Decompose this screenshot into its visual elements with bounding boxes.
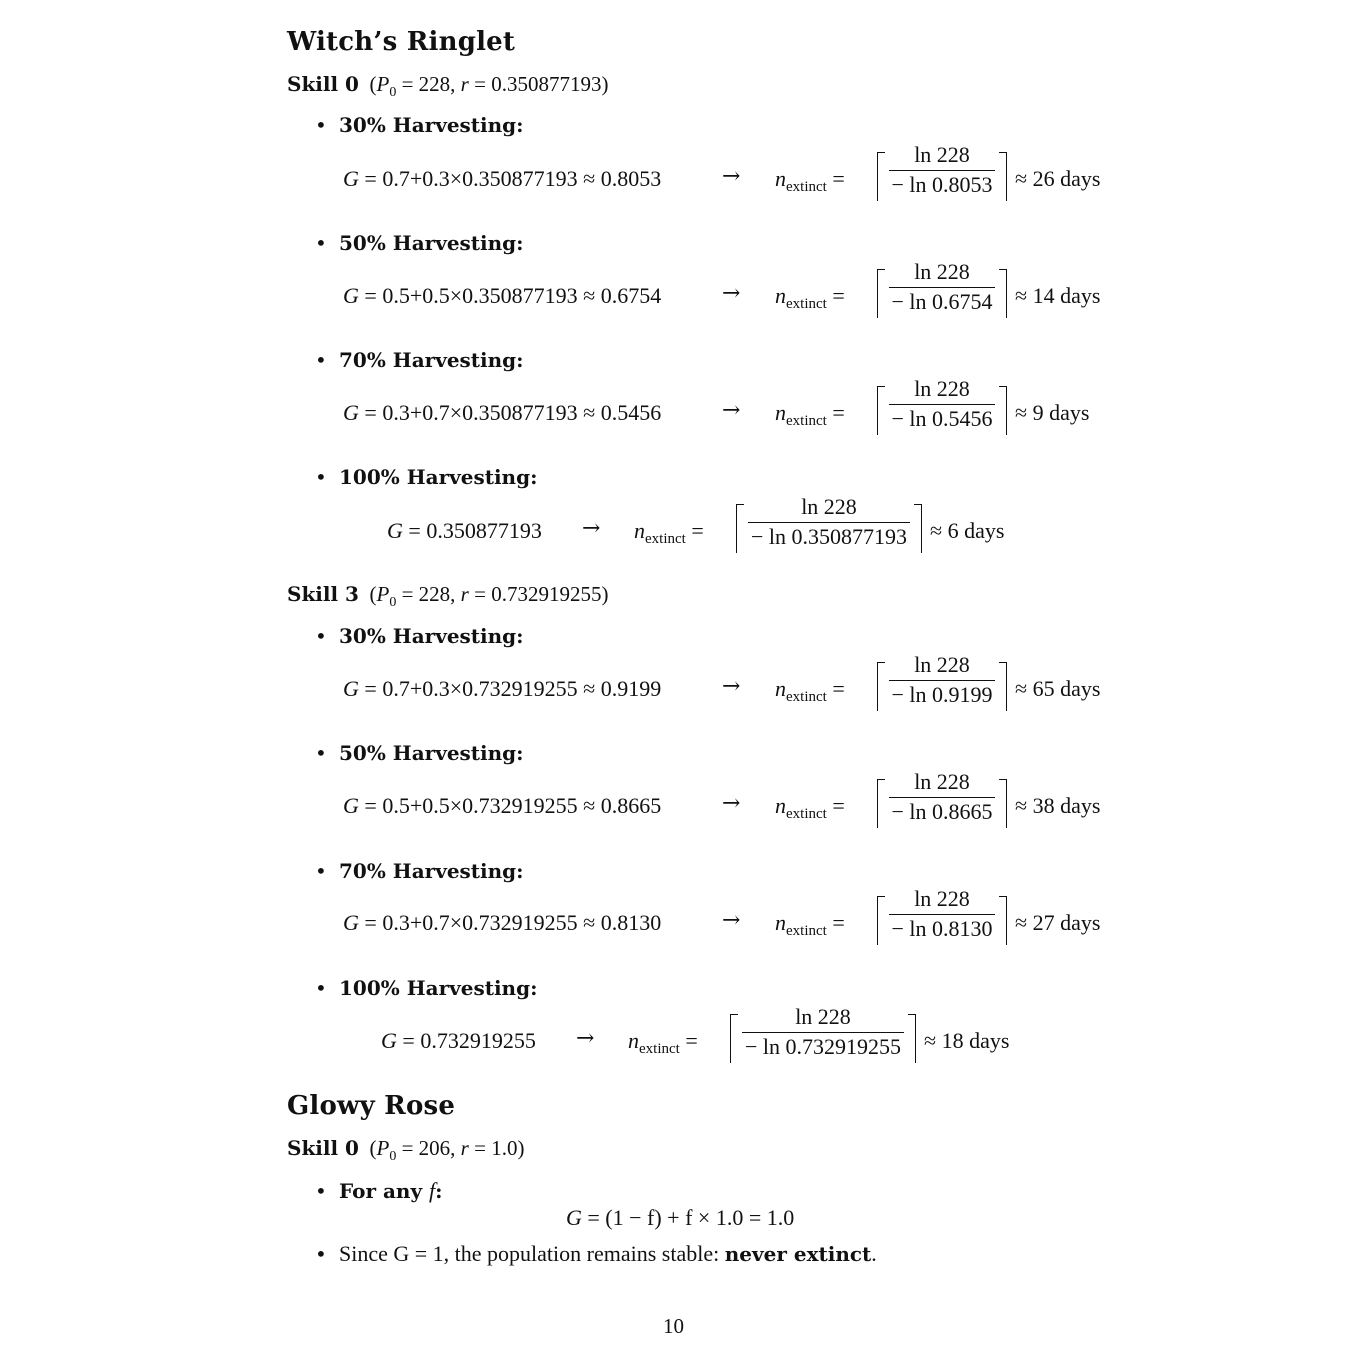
n-extinct [775,793,845,823]
ceiling-fraction [877,259,1007,317]
ceiling-fraction [877,886,1007,944]
right-ceiling-bracket [908,1014,916,1063]
fraction-denominator: − ln 0.6754 [891,289,993,314]
bullet-dot: • [315,1242,327,1266]
bullet-dot: • [315,859,327,883]
arrow-icon: → [582,516,601,541]
harvest-heading: 70% Harvesting: [339,859,524,883]
left-ceiling-bracket [730,1014,738,1063]
paren-open: ( [358,1136,377,1160]
r-value: 1.0 [491,1136,518,1160]
f-var: f [429,1178,436,1203]
n-var: n [634,518,645,543]
skill-line [287,582,608,611]
g-var: G [343,676,359,701]
g-expression: 0.5+0.5×0.350877193 [382,283,578,308]
result-days: ≈ 27 days [1015,910,1101,935]
fraction [742,1004,904,1061]
g-equation [343,166,661,192]
list-item [315,465,537,489]
stable-statement: Since G = 1, the population remains stable: [339,1241,720,1266]
n-extinct [775,166,845,196]
equals-sign: = [468,582,492,606]
n-sub: extinct [786,179,827,195]
n-extinct [775,400,845,430]
ceiling-fraction [877,652,1007,710]
right-ceiling-bracket [999,896,1007,945]
equals-sign: = [402,518,427,543]
skill-label: Skill 3 [287,582,359,606]
comma: , [450,72,461,96]
arrow-icon: → [722,281,741,306]
skill-line [287,1136,524,1165]
g-equation [343,283,661,309]
right-ceiling-bracket [999,152,1007,201]
fraction-numerator: ln 228 [914,259,970,284]
n-sub: extinct [639,1041,680,1057]
p-var: P [376,1136,390,1160]
never-extinct-text: never extinct [724,1242,872,1266]
left-ceiling-bracket [877,386,885,435]
result-days: ≈ 6 days [930,518,1005,543]
n-var: n [775,283,786,308]
paren-open: ( [358,72,377,96]
equals-sign: = [396,1028,421,1053]
bullet-dot: • [315,624,327,648]
fraction-numerator: ln 228 [914,142,970,167]
right-ceiling-bracket [999,386,1007,435]
p-sub: 0 [389,595,397,610]
fraction-denominator: − ln 0.8130 [891,916,993,941]
equals-sign: = [826,910,845,935]
equals-sign: = [826,793,845,818]
fraction-numerator: ln 228 [914,886,970,911]
list-item [315,231,524,255]
p0-value: 228 [418,582,451,606]
harvest-heading: 50% Harvesting: [339,231,524,255]
r-value: 0.732919255 [491,582,602,606]
right-ceiling-bracket [999,779,1007,828]
r-var: r [460,72,469,96]
section-title: Witch’s Ringlet [287,27,516,57]
g-var: G [387,518,403,543]
list-item [315,1178,443,1204]
fraction [889,259,995,316]
period: . [871,1241,877,1266]
fraction-denominator: − ln 0.350877193 [750,524,908,549]
bullet-dot: • [315,976,327,1000]
arrow-icon: → [722,164,741,189]
n-sub: extinct [645,531,686,547]
n-extinct [775,283,845,313]
equals-sign: = [396,1136,419,1160]
equals-sign: = [358,400,383,425]
n-var: n [775,676,786,701]
n-sub: extinct [786,689,827,705]
right-ceiling-bracket [999,662,1007,711]
fraction-numerator: ln 228 [914,769,970,794]
fraction-numerator: ln 228 [914,376,970,401]
result-days: ≈ 9 days [1015,400,1090,425]
n-sub: extinct [786,923,827,939]
harvest-heading: 30% Harvesting: [339,624,524,648]
g-var: G [343,283,359,308]
n-var: n [775,793,786,818]
left-ceiling-bracket [877,269,885,318]
fraction [889,652,995,709]
section-title: Glowy Rose [287,1091,456,1121]
bullet-dot: • [315,348,327,372]
p-sub: 0 [389,1149,397,1164]
fraction [889,886,995,943]
paren-close: ) [601,582,609,606]
g-var: G [343,910,359,935]
right-ceiling-bracket [914,504,922,553]
g-equation [387,518,542,544]
n-var: n [628,1028,639,1053]
list-item [315,976,537,1000]
ceiling-fraction [736,494,922,552]
fraction-denominator: − ln 0.8665 [891,799,993,824]
page-number: 10 [663,1314,684,1338]
equals-sign: = [826,400,845,425]
equals-sign: = [826,166,845,191]
n-var: n [775,166,786,191]
equals-sign: = [396,582,419,606]
p0-value: 206 [418,1136,451,1160]
result-days: ≈ 65 days [1015,676,1101,701]
harvest-heading: 100% Harvesting: [339,465,538,489]
g-var: G [343,166,359,191]
r-var: r [460,1136,469,1160]
n-extinct [628,1028,698,1058]
fraction-denominator: − ln 0.8053 [891,172,993,197]
list-item [315,859,524,883]
skill-label: Skill 0 [287,72,359,96]
equals-sign: = [468,1136,492,1160]
equals-sign: = [358,166,383,191]
g-var: G [343,400,359,425]
ceiling-fraction [877,769,1007,827]
g-equation [343,676,661,702]
harvest-heading: 100% Harvesting: [339,976,538,1000]
result-days: ≈ 26 days [1015,166,1101,191]
paren-close: ) [517,1136,525,1160]
g-expression: 0.732919255 [420,1028,536,1053]
p-var: P [376,582,390,606]
equals-sign: = [826,283,845,308]
colon: : [435,1179,443,1203]
fraction-numerator: ln 228 [795,1004,851,1029]
spacer [422,1179,429,1203]
equals-sign: = [358,910,383,935]
bullet-dot: • [315,741,327,765]
equals-sign: = [396,72,419,96]
left-ceiling-bracket [736,504,744,553]
left-ceiling-bracket [877,896,885,945]
harvest-heading: 50% Harvesting: [339,741,524,765]
equals-sign: = [358,283,383,308]
paren-open: ( [358,582,377,606]
r-value: 0.350877193 [491,72,602,96]
equals-sign: = [358,793,383,818]
bullet-dot: • [315,113,327,137]
g-approx: ≈ 0.6754 [583,283,662,308]
g-approx: ≈ 0.8053 [583,166,662,191]
harvest-heading: 30% Harvesting: [339,113,524,137]
list-item [315,113,524,137]
arrow-icon: → [722,398,741,423]
bullet-dot: • [315,465,327,489]
g-equation [343,400,661,426]
fraction [889,769,995,826]
n-var: n [775,400,786,425]
g-approx: ≈ 0.5456 [583,400,662,425]
n-extinct [775,910,845,940]
g-expression: 0.7+0.3×0.350877193 [382,166,578,191]
p-var: P [376,72,390,96]
list-item [315,1241,877,1267]
comma: , [450,1136,461,1160]
arrow-icon: → [576,1026,595,1051]
formula-text: = (1 − f) + f × 1.0 = 1.0 [587,1205,795,1230]
g-expression: 0.3+0.7×0.732919255 [382,910,578,935]
n-var: n [775,910,786,935]
comma: , [450,582,461,606]
g-equation [343,910,661,936]
equals-sign: = [679,1028,698,1053]
skill-label: Skill 0 [287,1136,359,1160]
n-extinct [634,518,704,548]
g-equation [343,793,661,819]
n-sub: extinct [786,296,827,312]
left-ceiling-bracket [877,152,885,201]
fraction-numerator: ln 228 [801,494,857,519]
g-approx: ≈ 0.8665 [583,793,662,818]
bullet-dot: • [315,231,327,255]
fraction [889,142,995,199]
g-expression: 0.350877193 [426,518,542,543]
result-days: ≈ 14 days [1015,283,1101,308]
equals-sign: = [826,676,845,701]
g-expression: 0.3+0.7×0.350877193 [382,400,578,425]
g-var: G [343,793,359,818]
fraction-denominator: − ln 0.732919255 [744,1034,902,1059]
fraction-numerator: ln 228 [914,652,970,677]
for-any-label: For any [339,1179,423,1203]
paren-close: ) [601,72,609,96]
r-var: r [460,582,469,606]
n-extinct [775,676,845,706]
g-equation [381,1028,536,1054]
g-approx: ≈ 0.9199 [583,676,662,701]
arrow-icon: → [722,791,741,816]
bullet-dot: • [315,1179,327,1203]
g-var: G [381,1028,397,1053]
equals-sign: = [358,676,383,701]
list-item [315,741,524,765]
harvest-heading: 70% Harvesting: [339,348,524,372]
equals-sign: = [685,518,704,543]
fraction-denominator: − ln 0.5456 [891,406,993,431]
g-var: G [566,1205,582,1230]
ceiling-fraction [877,142,1007,200]
left-ceiling-bracket [877,779,885,828]
result-days: ≈ 38 days [1015,793,1101,818]
g-expression: 0.7+0.3×0.732919255 [382,676,578,701]
p0-value: 228 [418,72,451,96]
g-approx: ≈ 0.8130 [583,910,662,935]
arrow-icon: → [722,674,741,699]
list-item [315,624,524,648]
result-days: ≈ 18 days [924,1028,1010,1053]
left-ceiling-bracket [877,662,885,711]
ceiling-fraction [730,1004,916,1062]
fraction-denominator: − ln 0.9199 [891,682,993,707]
ceiling-fraction [877,376,1007,434]
n-sub: extinct [786,413,827,429]
list-item [315,348,524,372]
g-expression: 0.5+0.5×0.732919255 [382,793,578,818]
skill-line [287,72,608,101]
equals-sign: = [468,72,492,96]
glowy-formula [566,1205,794,1231]
p-sub: 0 [389,85,397,100]
right-ceiling-bracket [999,269,1007,318]
n-sub: extinct [786,806,827,822]
arrow-icon: → [722,908,741,933]
fraction [748,494,910,551]
fraction [889,376,995,433]
